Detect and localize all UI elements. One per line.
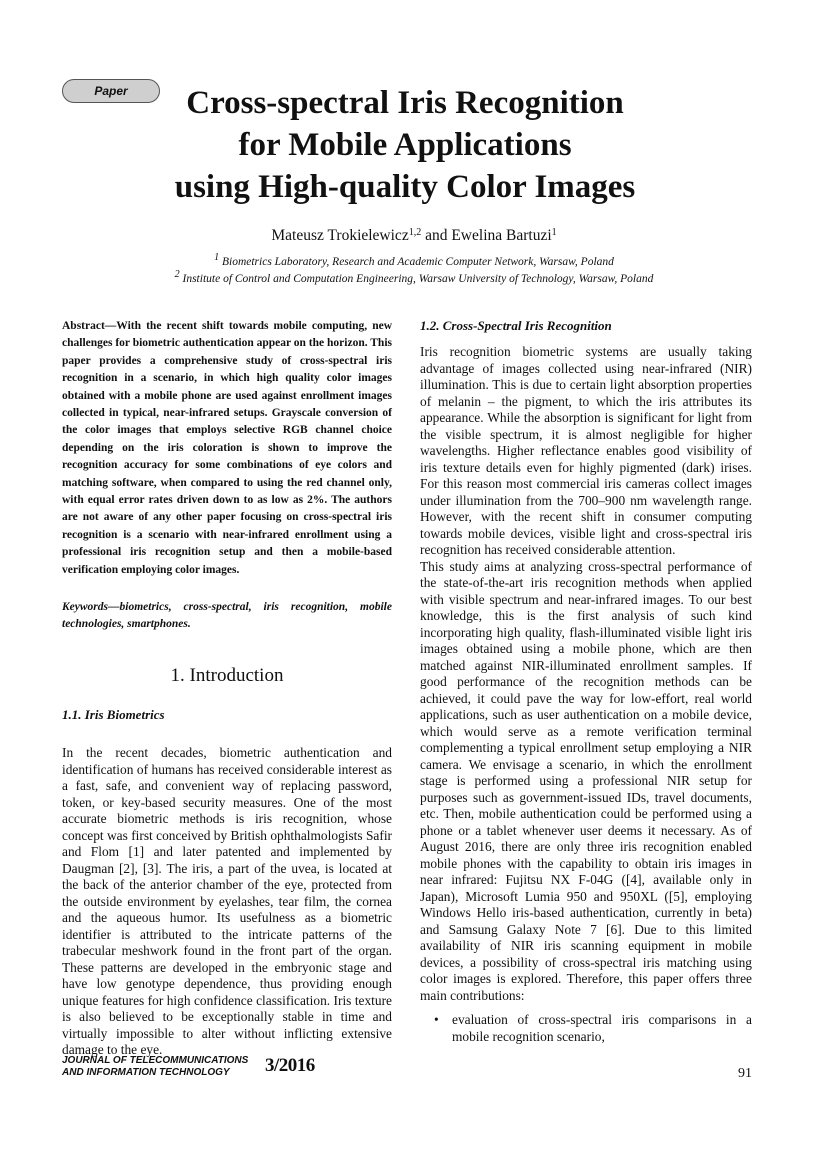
paper-badge: Paper xyxy=(62,79,160,103)
bullet-text: evaluation of cross-spectral iris comparisons in a mobile recognition scenario, xyxy=(452,1012,752,1044)
subsection-heading: 1.2. Cross-Spectral Iris Recognition xyxy=(420,318,612,333)
body-paragraph: Iris recognition biometric systems are usually taking advantage of images collected using near-infrared (NIR) illumination. This is due to certain light absorption properties of melanin – the pigment, to which the iris attributes its appearance. While the absorption is significant for light from the visible spectrum, it is almost negligible for higher wavelengths. Higher reflectance enables good visibility of iris texture details even for highly pigmented (dark) irises. For this reason most commercial iris cameras collect images under illumination from the 700–900 nm wavelength range. However, with the recent shift in consumer computing towards mobile devices, visible light and cross-spectral iris recognition has received considerable attention. xyxy=(420,344,752,557)
author-affiliation-mark: 1,2 xyxy=(408,227,422,238)
subsection-heading: 1.1. Iris Biometrics xyxy=(62,707,165,723)
right-column xyxy=(420,318,752,1045)
bullet-item xyxy=(420,1012,752,1045)
author-conjunction: and xyxy=(425,227,448,244)
page-number: 91 xyxy=(738,1066,752,1081)
journal-name-line: AND INFORMATION TECHNOLOGY xyxy=(62,1067,230,1078)
keywords: Keywords—biometrics, cross-spectral, iris recognition, mobile technologies, smartphones. xyxy=(62,601,392,631)
journal-name xyxy=(62,1055,248,1079)
journal-name-line: JOURNAL OF TELECOMMUNICATIONS xyxy=(62,1055,249,1066)
title-line-2: for Mobile Applications xyxy=(238,127,572,163)
body-paragraph: In the recent decades, biometric authentication and identification of humans has received considerable interest as a fast, safe, and convenient way of replacing password, token, or key-based security measures. One of the most accurate biometric methods is iris recognition, whose concept was first conceived by British ophthalmologists Safir and Flom [1] and later patented and implemented by Daugman [2], [3]. The iris, a part of the uvea, is located at the back of the anterior chamber of the eye, protected from the outside environment by eyelashes, tear film, the cornea and the aqueous humor. Its usefulness as a biometric identifier is attributed to the intricate patterns of the trabecular meshwork found in the front part of the organ. These patterns are developed in the embryonic stage and have low genotype dependence, thus providing enough unique features for high confidence classification. Iris texture is also believed to be exceptionally stable in time and virtually impossible to alter without inflicting extensive damage to the eye. xyxy=(62,745,392,1058)
author-name: Mateusz Trokielewicz xyxy=(271,227,409,244)
affiliation-number: 1 xyxy=(214,252,220,263)
affiliation-text: Biometrics Laboratory, Research and Academic Computer Network, Warsaw, Poland xyxy=(221,256,614,268)
bullet-icon: • xyxy=(434,1012,439,1027)
affiliation xyxy=(0,252,828,268)
title-line-3: using High-quality Color Images xyxy=(174,169,636,205)
author-name: Ewelina Bartuzi xyxy=(451,227,552,244)
title-line-1: Cross-spectral Iris Recognition xyxy=(186,85,624,121)
issue-number: 3/2016 xyxy=(265,1055,315,1076)
paper-title xyxy=(110,82,700,208)
affiliation xyxy=(0,269,828,285)
author-list xyxy=(0,227,828,245)
author-affiliation-mark: 1 xyxy=(551,227,557,238)
abstract: Abstract—With the recent shift towards mobile computing, new challenges for biometric authentication appear on the horizon. This paper provides a comprehensive study of cross-spectral iris recognition in a scenario, in which high quality color images obtained with a mobile phone are used against enrollment images collected in typical, near-infrared setups. Grayscale conversion of the color images that employs selective RGB channel choice depending on the iris coloration is shown to improve the recognition accuracy for some combinations of eye colors and matching software, when compared to using the red channel only, with equal error rates driven down to as low as 2%. The authors are not aware of any other paper focusing on cross-spectral iris recognition is a scenario with near-infrared enrollment using a professional iris recognition setup and then a mobile-based verification employing color images. xyxy=(62,320,392,576)
section-heading: 1. Introduction xyxy=(170,665,284,687)
affiliation-text: Institute of Control and Computation Engineering, Warsaw University of Technology, Warsaw, Poland xyxy=(182,273,654,285)
left-column xyxy=(62,318,392,1059)
body-paragraph: This study aims at analyzing cross-spectral performance of the state-of-the-art iris recognition methods when applied with visible spectrum and near-infrared images. To our best knowledge, this is the first analysis of such kind incorporating high quality, flash-illuminated visible light iris images obtained using a mobile phone, which are then matched against NIR-illuminated enrollment samples. If good performance of the recognition methods can be achieved, it could pave the way for low-effort, real world applications, such as user authentication on a mobile device, which would serve as a remote verification terminal complementing a typical enrollment setup employing a NIR camera. We envisage a scenario, in which the enrollment stage is performed using a professional NIR setup for purposes such as government-issued IDs, travel documents, etc. Then, mobile authentication could be performed using a phone or a tablet whenever user deems it necessary. As of August 2016, there are only three iris recognition enabled mobile phones with the capability to obtain iris images in near infrared: Fujitsu NX F-04G ([4], available only in Japan), Microsoft Lumia 950 and 950XL ([5], employing Windows Hello iris-based authentication, currently in beta) and Samsung Galaxy Note 7 [6]. Due to this limited availability of NIR iris scanning equipment in mobile devices, a possibility of cross-spectral iris matching using color images is explored. Therefore, this paper offers three main contributions: xyxy=(420,558,752,1003)
affiliation-number: 2 xyxy=(174,269,180,280)
